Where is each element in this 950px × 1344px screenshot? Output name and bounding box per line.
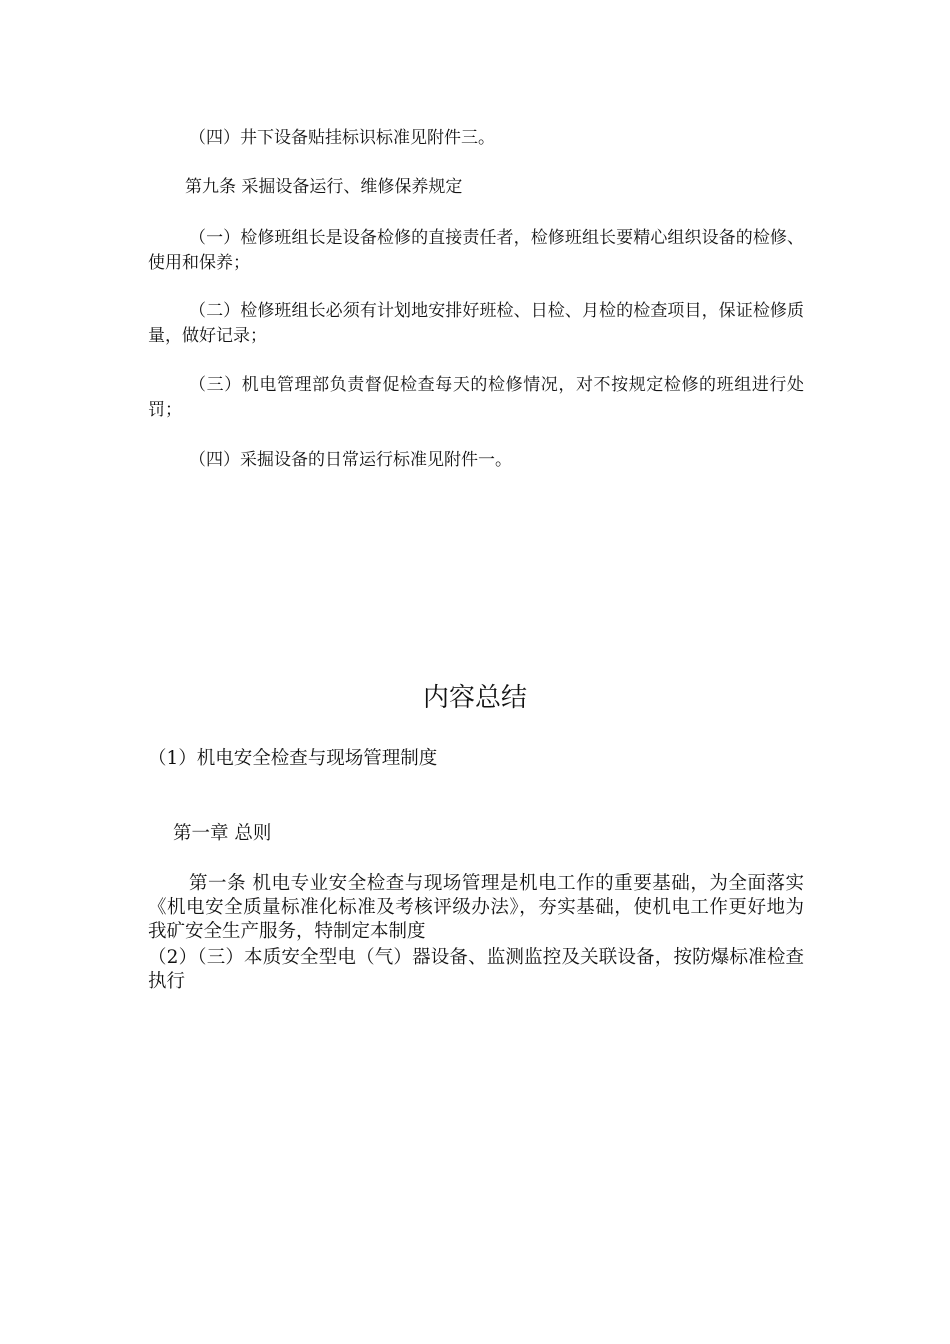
summary-article-1: 第一条 机电专业安全检查与现场管理是机电工作的重要基础，为全面落实《机电安全质量标准化标准及考核评级办法》，夯实基础，使机电工作更好地为我矿安全生产服务，特制定本制度 (148, 873, 804, 942)
item-4-signage-standard: （四）井下设备贴挂标识标准见附件三。 (189, 128, 495, 148)
paragraph-inspection-plan: （二）检修班组长必须有计划地安排好班检、日检、月检的检查项目，保证检修质量，做好记录； (148, 301, 804, 346)
summary-item-2: （2）（三）本质安全型电（气）器设备、监测监控及关联设备，按防爆标准检查执行 (148, 947, 804, 992)
summary-chapter-1: 第一章 总则 (173, 823, 272, 844)
paragraph-operation-standard: （四）采掘设备的日常运行标准见附件一。 (189, 450, 512, 470)
summary-title: 内容总结 (422, 683, 527, 713)
paragraph-supervision: （三）机电管理部负责督促检查每天的检修情况，对不按规定检修的班组进行处罚； (148, 375, 804, 420)
article-9-heading: 第九条 采掘设备运行、维修保养规定 (185, 177, 463, 197)
paragraph-maintenance-leader: （一）检修班组长是设备检修的直接责任者，检修班组长要精心组织设备的检修、使用和保养； (148, 228, 804, 273)
summary-item-1: （1）机电安全检查与现场管理制度 (148, 748, 438, 769)
